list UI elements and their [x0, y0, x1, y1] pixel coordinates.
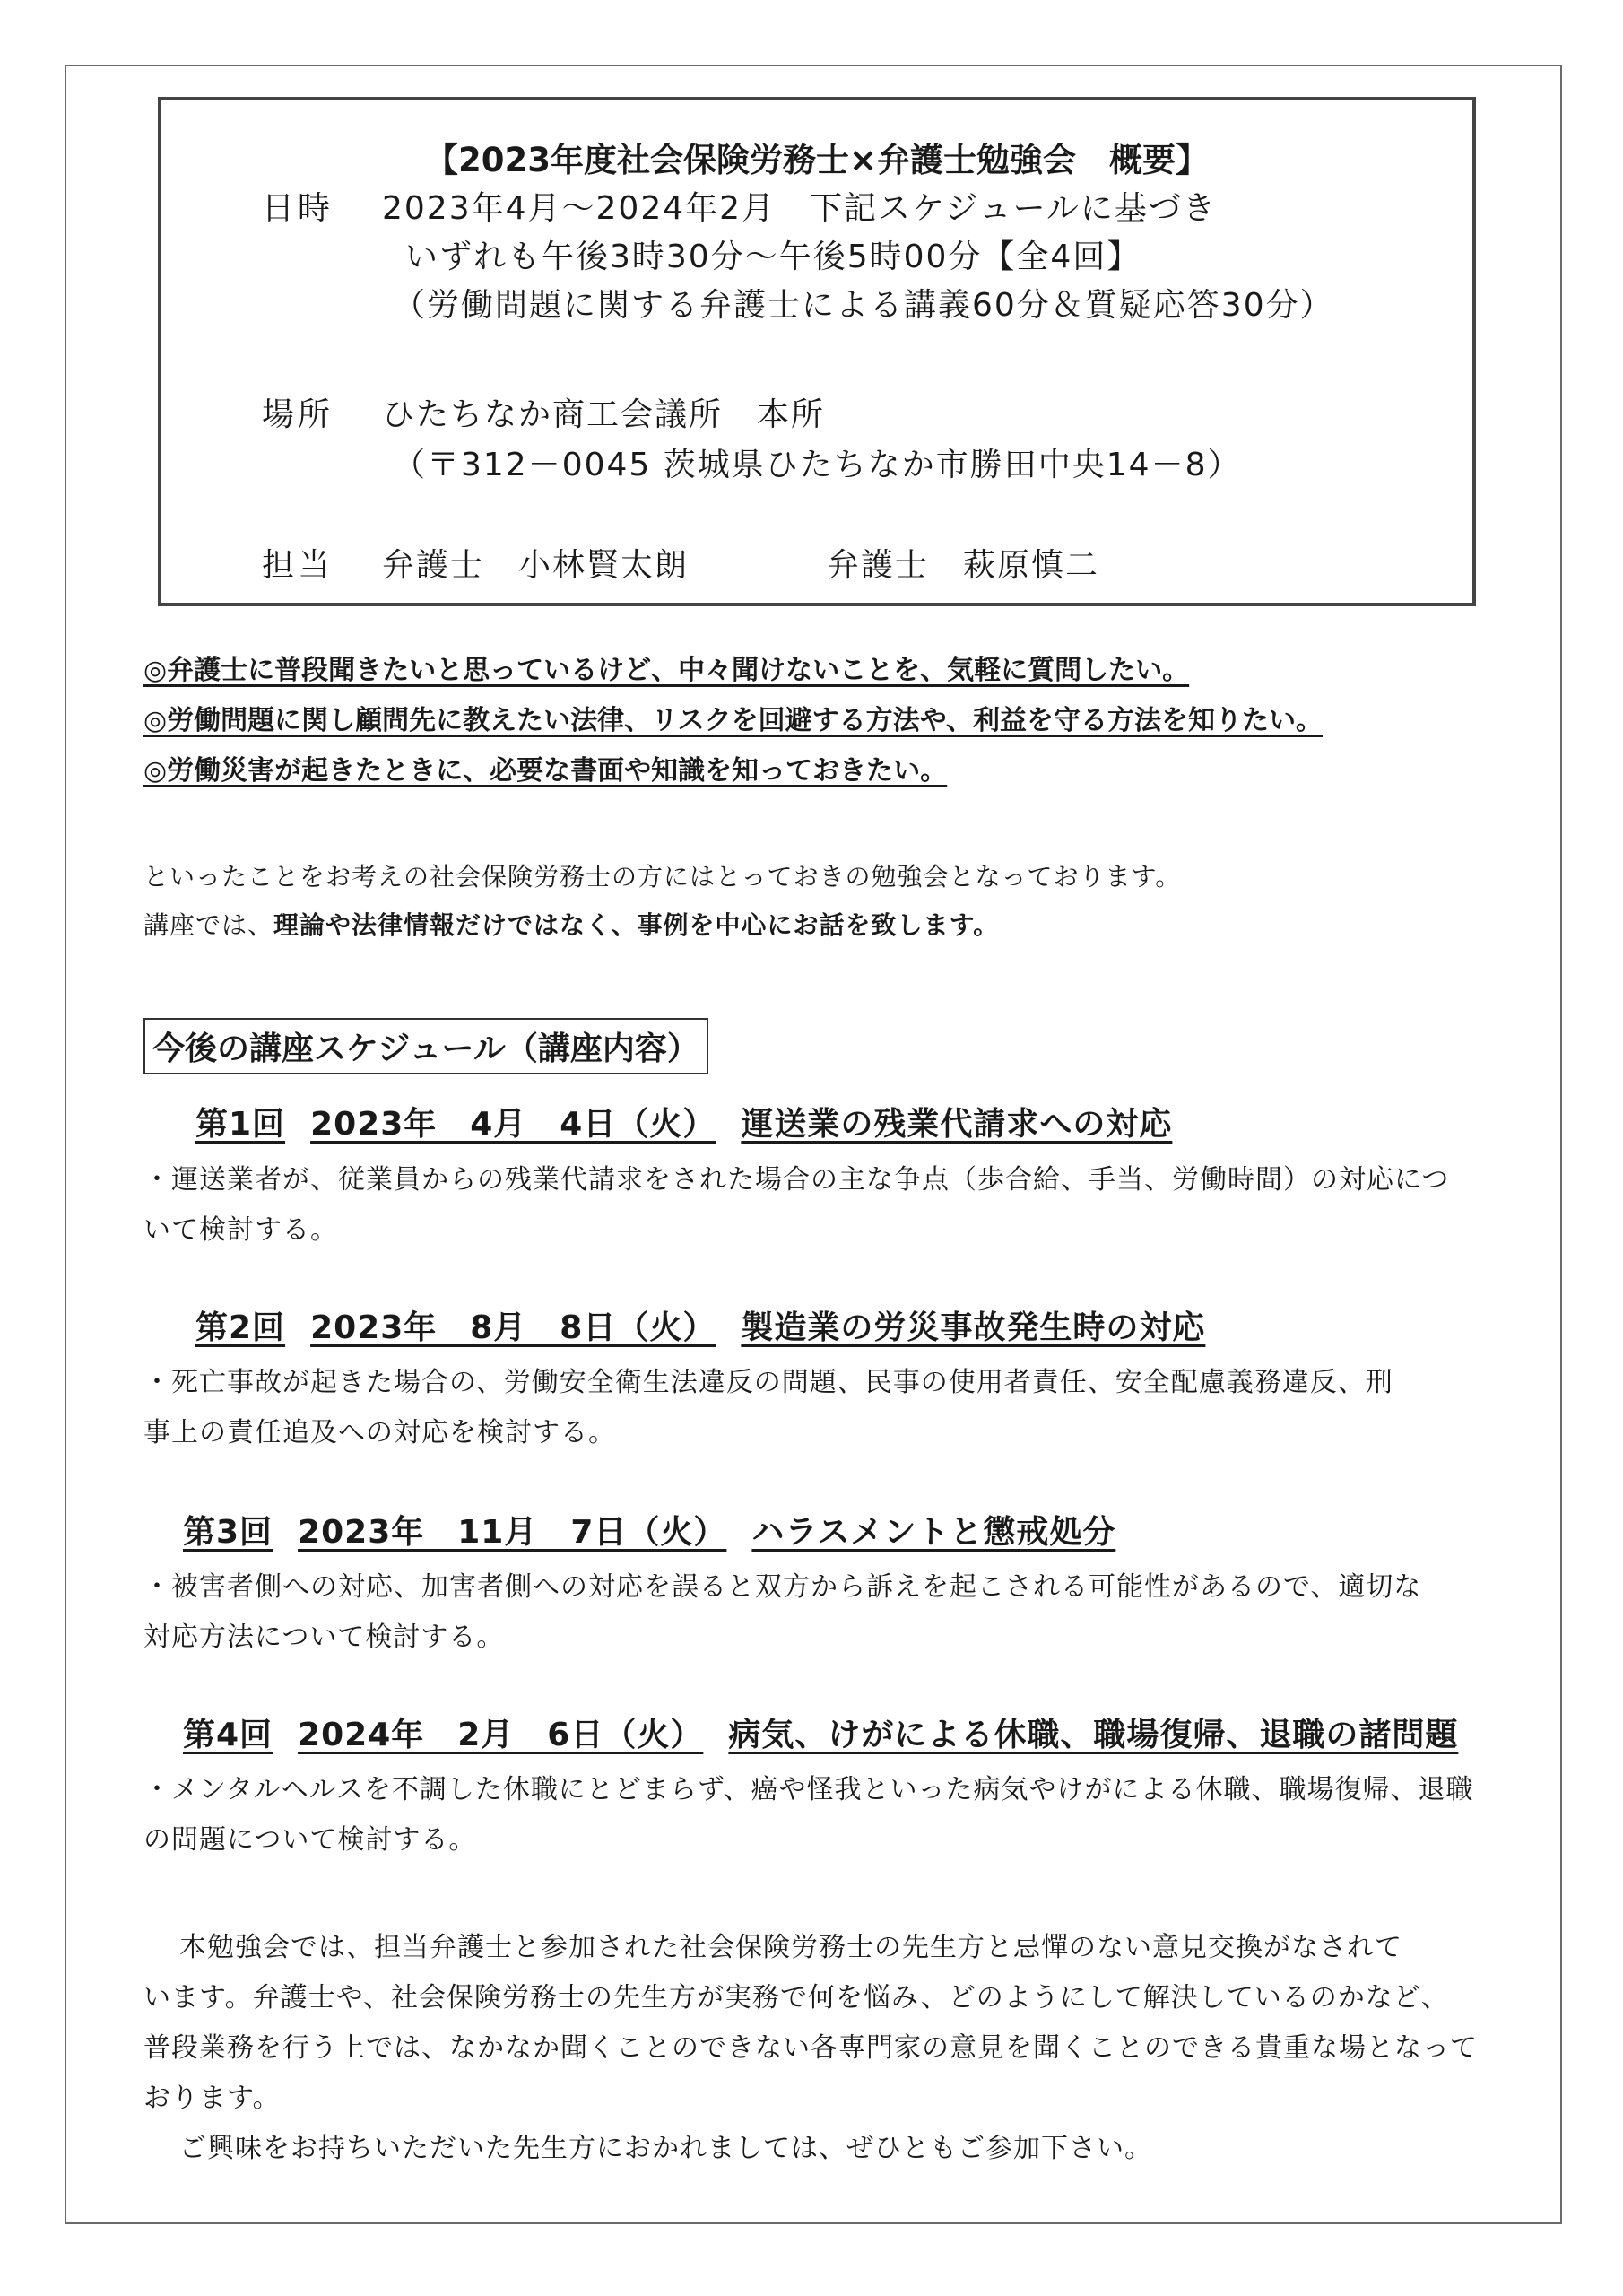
datetime-label: 日時 — [262, 190, 334, 227]
place-line1: ひたちなか商工会議所 本所 — [382, 396, 826, 433]
session-3-desc-line1: ・被害者側への対応、加害者側への対応を誤ると双方から訴えを起こされる可能性があるので、適切な — [143, 1571, 1422, 1603]
session-4-desc-line1: ・メンタルヘルスを不調した休職にとどまらず、癌や怪我といった病気やけがによる休職、職場復帰、退職 — [143, 1774, 1474, 1805]
session-3-topic: ハラスメントと懲戒処分 — [751, 1514, 1116, 1551]
session-2-desc-line1: ・死亡事故が起きた場合の、労働安全衛生法違反の問題、民事の使用者責任、安全配慮義務違反、刑 — [143, 1367, 1393, 1398]
session-4-number: 第4回 — [183, 1717, 273, 1753]
closing-line3: 普段業務を行う上では、なかなか聞くことのできない各専門家の意見を聞くことのできる貴重な場となって — [143, 2032, 1478, 2064]
schedule-heading: 今後の講座スケジュール（講座内容） — [143, 1018, 708, 1074]
session-3-desc-line2: 対応方法について検討する。 — [143, 1622, 505, 1653]
staff-label: 担当 — [262, 547, 334, 584]
session-2-desc-line2: 事上の責任追及への対応を検討する。 — [143, 1417, 616, 1448]
datetime-line3: （労働問題に関する弁護士による講義60分＆質疑応答30分） — [393, 287, 1334, 324]
closing-line1: 本勉強会では、担当弁護士と参加された社会保険労務士の先生方と忌憚のない意見交換がなされて — [179, 1932, 1402, 1963]
bullet-item-1: ◎弁護士に普段聞きたいと思っているけど、中々聞けないことを、気軽に質問したい。 — [143, 655, 1190, 686]
intro-line2 — [143, 906, 999, 942]
place-label: 場所 — [262, 396, 334, 433]
intro-line2-emphasis: 理論や法律情報だけではなく、事例を中心にお話を致します。 — [273, 910, 1000, 940]
session-1-topic: 運送業の残業代請求への対応 — [741, 1106, 1173, 1143]
overview-box — [158, 97, 1476, 606]
overview-title: 【2023年度社会保険労務士×弁護士勉強会 概要】 — [425, 141, 1209, 179]
session-4-topic: 病気、けがによる休職、職場復帰、退職の諸問題 — [728, 1717, 1459, 1753]
session-1-desc-line2: いて検討する。 — [143, 1214, 338, 1246]
session-1-date: 2023年 4月 4日（火） — [310, 1106, 716, 1143]
closing-line5: ご興味をお持ちいただいた先生方におかれましては、ぜひともご参加下さい。 — [179, 2133, 1152, 2164]
closing-line2: います。弁護士や、社会保険労務士の先生方が実務で何を悩み、どのようにして解決しているのかなど、 — [143, 1982, 1449, 2013]
intro-line2-prefix: 講座では、 — [143, 910, 274, 940]
staff-lawyer-2: 弁護士 萩原慎二 — [827, 547, 1100, 584]
session-1-number: 第1回 — [195, 1106, 286, 1143]
session-2-date: 2023年 8月 8日（火） — [310, 1309, 716, 1346]
session-3-heading — [183, 1507, 1115, 1552]
session-2-heading — [195, 1302, 1205, 1348]
datetime-line1: 2023年4月～2024年2月 下記スケジュールに基づき — [382, 190, 1217, 227]
bullet-item-3: ◎労働災害が起きたときに、必要な書面や知識を知っておきたい。 — [143, 755, 948, 787]
session-2-number: 第2回 — [195, 1309, 286, 1346]
datetime-line2: いずれも午後3時30分～午後5時00分【全4回】 — [405, 239, 1141, 275]
place-line2: （〒312－0045 茨城県ひたちなか市勝田中央14－8） — [393, 447, 1242, 483]
session-2-topic: 製造業の労災事故発生時の対応 — [741, 1309, 1206, 1346]
session-4-date: 2024年 2月 6日（火） — [298, 1717, 704, 1753]
session-4-desc-line2: の問題について検討する。 — [143, 1824, 477, 1856]
intro-line1: といったことをお考えの社会保険労務士の方にはとっておきの勉強会となっております。 — [143, 862, 1182, 891]
bullet-item-2: ◎労働問題に関し顧問先に教えたい法律、リスクを回避する方法や、利益を守る方法を知りたい。 — [143, 705, 1323, 736]
staff-lawyer-1: 弁護士 小林賢太朗 — [382, 547, 690, 584]
session-3-date: 2023年 11月 7日（火） — [298, 1514, 727, 1551]
session-3-number: 第3回 — [183, 1514, 273, 1551]
session-1-desc-line1: ・運送業者が、従業員からの残業代請求をされた場合の主な争点（歩合給、手当、労働時間）の対応につ — [143, 1164, 1450, 1196]
closing-line4: おります。 — [143, 2083, 281, 2114]
session-4-heading — [183, 1709, 1458, 1755]
session-1-heading — [195, 1099, 1172, 1144]
